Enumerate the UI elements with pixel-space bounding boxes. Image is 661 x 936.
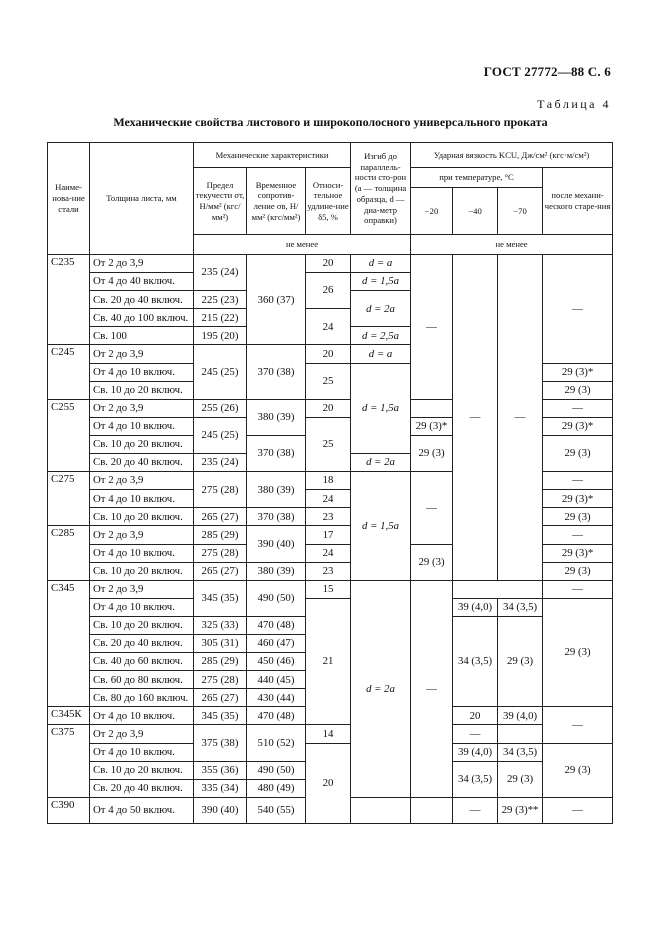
- elong-cell: 24: [306, 544, 351, 562]
- yield-cell: 285 (29): [194, 526, 247, 544]
- bend-cell: d = a: [351, 345, 411, 363]
- header-bend: Изгиб до параллель-ности сто-рон (a — толщина образца, d — диа-метр оправки): [351, 143, 411, 235]
- thickness-cell: Св. 80 до 160 включ.: [90, 689, 194, 707]
- thickness-cell: Св. 20 до 40 включ.: [90, 634, 194, 652]
- grade-cell: С275: [48, 472, 90, 526]
- header-t20: −20: [411, 188, 453, 235]
- impact-t70-cell: 29 (3): [498, 761, 543, 797]
- yield-cell: 245 (25): [194, 345, 247, 399]
- tensile-cell: 370 (38): [247, 345, 306, 399]
- impact-t40-cell: 39 (4,0): [453, 598, 498, 616]
- yield-cell: 275 (28): [194, 472, 247, 508]
- aging-cell: 29 (3): [543, 562, 613, 580]
- thickness-cell: Св. 10 до 20 включ.: [90, 761, 194, 779]
- elong-cell: 26: [306, 273, 351, 309]
- impact-t70-cell: 34 (3,5): [498, 598, 543, 616]
- elong-cell: 20: [306, 399, 351, 417]
- tensile-cell: 380 (39): [247, 562, 306, 580]
- aging-cell: —: [543, 255, 613, 364]
- thickness-cell: Св. 20 до 40 включ.: [90, 291, 194, 309]
- impact-t40-cell: 39 (4,0): [453, 743, 498, 761]
- header-grade: Наиме-нова-ние стали: [48, 143, 90, 255]
- yield-cell: 275 (28): [194, 671, 247, 689]
- tensile-cell: 440 (45): [247, 671, 306, 689]
- thickness-cell: От 2 до 3,9: [90, 580, 194, 598]
- header-t40: −40: [453, 188, 498, 235]
- yield-cell: 355 (36): [194, 761, 247, 779]
- bend-cell: d = 2a: [351, 580, 411, 797]
- thickness-cell: От 4 до 50 включ.: [90, 797, 194, 823]
- aging-cell: 29 (3): [543, 508, 613, 526]
- tensile-cell: 510 (52): [247, 725, 306, 761]
- tensile-cell: 370 (38): [247, 435, 306, 471]
- elong-cell: 24: [306, 309, 351, 345]
- bend-cell: d = 1,5a: [351, 273, 411, 291]
- bend-cell: d = 1,5a: [351, 472, 411, 581]
- impact-t20-cell: [411, 399, 453, 417]
- yield-cell: 225 (23): [194, 291, 247, 309]
- yield-cell: 265 (27): [194, 689, 247, 707]
- thickness-cell: Св. 10 до 20 включ.: [90, 562, 194, 580]
- yield-cell: 345 (35): [194, 580, 247, 616]
- impact-t20-cell: —: [411, 580, 453, 797]
- thickness-cell: От 4 до 10 включ.: [90, 417, 194, 435]
- header-impact: Ударная вязкость KCU, Дж/см² (кгс·м/см²): [411, 143, 613, 168]
- grade-cell: С345: [48, 580, 90, 707]
- tensile-cell: 380 (39): [247, 472, 306, 508]
- impact-t70-cell: 29 (3): [498, 616, 543, 706]
- tensile-cell: 380 (39): [247, 399, 306, 435]
- impact-t70-cell: 29 (3)**: [498, 797, 543, 823]
- yield-cell: 285 (29): [194, 653, 247, 671]
- thickness-cell: Св. 40 до 100 включ.: [90, 309, 194, 327]
- grade-cell: С285: [48, 526, 90, 580]
- yield-cell: 235 (24): [194, 255, 247, 291]
- tensile-cell: 480 (49): [247, 779, 306, 797]
- thickness-cell: Св. 10 до 20 включ.: [90, 508, 194, 526]
- thickness-cell: От 4 до 10 включ.: [90, 490, 194, 508]
- thickness-cell: Св. 20 до 40 включ.: [90, 454, 194, 472]
- thickness-cell: Св. 40 до 60 включ.: [90, 653, 194, 671]
- impact-t20-cell: 29 (3): [411, 544, 453, 580]
- table-label: Таблица 4: [537, 97, 611, 111]
- header-tensile: Временное сопротив-ление σв, Н/мм² (кгс/мм²): [247, 168, 306, 235]
- bend-cell: d = a: [351, 255, 411, 273]
- yield-cell: 195 (20): [194, 327, 247, 345]
- tensile-cell: 490 (50): [247, 761, 306, 779]
- header-not-less-impact: не менее: [411, 235, 613, 255]
- tensile-cell: 370 (38): [247, 508, 306, 526]
- elong-cell: 25: [306, 417, 351, 471]
- thickness-cell: От 2 до 3,9: [90, 526, 194, 544]
- impact-t40-cell: 34 (3,5): [453, 761, 498, 797]
- impact-t20-cell: —: [411, 472, 453, 544]
- elong-cell: 20: [306, 255, 351, 273]
- elong-cell: 24: [306, 490, 351, 508]
- aging-cell: 29 (3)*: [543, 363, 613, 381]
- bend-cell: d = 2a: [351, 454, 411, 472]
- thickness-cell: От 4 до 10 включ.: [90, 598, 194, 616]
- elong-cell: 25: [306, 363, 351, 399]
- thickness-cell: От 2 до 3,9: [90, 399, 194, 417]
- header-elong: Относи-тельное удлине-ние δ5, %: [306, 168, 351, 235]
- tensile-cell: 470 (48): [247, 616, 306, 634]
- grade-cell: С345К: [48, 707, 90, 725]
- aging-cell: 29 (3)*: [543, 544, 613, 562]
- elong-cell: 20: [306, 345, 351, 363]
- aging-cell: —: [543, 472, 613, 490]
- yield-cell: 375 (38): [194, 725, 247, 761]
- header-after-aging: после механи-ческого старе-ния: [543, 168, 613, 235]
- yield-cell: 345 (35): [194, 707, 247, 725]
- bend-cell: d = 2,5a: [351, 327, 411, 345]
- table-row: [48, 743, 613, 761]
- mechanical-properties-table: [47, 142, 613, 824]
- elong-cell: 23: [306, 508, 351, 526]
- grade-cell: С390: [48, 797, 90, 823]
- table-row: [48, 598, 613, 616]
- page-header: ГОСТ 27772—88 С. 6: [483, 64, 611, 79]
- header-at-temp: при температуре, °С: [411, 168, 543, 188]
- elong-cell: 21: [306, 598, 351, 725]
- aging-cell: —: [543, 797, 613, 823]
- table-row: [48, 580, 613, 598]
- table-row: [48, 255, 613, 273]
- bend-cell: [351, 797, 411, 823]
- yield-cell: 390 (40): [194, 797, 247, 823]
- header-t70: −70: [498, 188, 543, 235]
- impact-t20-cell: [411, 797, 453, 823]
- impact-t70-cell: —: [498, 255, 543, 581]
- impact-t70-cell: 34 (3,5): [498, 743, 543, 761]
- aging-cell: —: [543, 526, 613, 544]
- grade-cell: С245: [48, 345, 90, 399]
- tensile-cell: 450 (46): [247, 653, 306, 671]
- elong-cell: 18: [306, 472, 351, 490]
- header-not-less-mech: не менее: [194, 235, 411, 255]
- yield-cell: 305 (31): [194, 634, 247, 652]
- thickness-cell: От 4 до 10 включ.: [90, 544, 194, 562]
- bend-cell: d = 2a: [351, 291, 411, 327]
- thickness-cell: От 4 до 40 включ.: [90, 273, 194, 291]
- bend-cell: d = 1,5a: [351, 363, 411, 453]
- header-thickness: Толщина листа, мм: [90, 143, 194, 255]
- thickness-cell: Св. 60 до 80 включ.: [90, 671, 194, 689]
- elong-cell: 23: [306, 562, 351, 580]
- thickness-cell: Св. 10 до 20 включ.: [90, 616, 194, 634]
- impact-t20-cell: —: [411, 255, 453, 400]
- tensile-cell: 490 (50): [247, 580, 306, 616]
- aging-cell: 29 (3): [543, 435, 613, 471]
- thickness-cell: От 4 до 10 включ.: [90, 707, 194, 725]
- tensile-cell: 460 (47): [247, 634, 306, 652]
- impact-t40-cell: 34 (3,5): [453, 616, 498, 706]
- header-yield: Предел текучести σт, Н/мм² (кгс/мм²): [194, 168, 247, 235]
- tensile-cell: 430 (44): [247, 689, 306, 707]
- aging-cell: 29 (3): [543, 381, 613, 399]
- thickness-cell: От 4 до 10 включ.: [90, 363, 194, 381]
- thickness-cell: Св. 10 до 20 включ.: [90, 435, 194, 453]
- yield-cell: 325 (33): [194, 616, 247, 634]
- aging-cell: 29 (3): [543, 598, 613, 707]
- header-mech: Механические характеристики: [194, 143, 351, 168]
- elong-cell: 14: [306, 725, 351, 743]
- aging-cell: 29 (3)*: [543, 417, 613, 435]
- thickness-cell: Св. 100: [90, 327, 194, 345]
- aging-cell: —: [543, 399, 613, 417]
- tensile-cell: 390 (40): [247, 526, 306, 562]
- yield-cell: 255 (26): [194, 399, 247, 417]
- impact-t20-cell: 29 (3): [411, 435, 453, 471]
- thickness-cell: Св. 20 до 40 включ.: [90, 779, 194, 797]
- yield-cell: 265 (27): [194, 562, 247, 580]
- tensile-cell: 540 (55): [247, 797, 306, 823]
- aging-cell: —: [543, 580, 613, 598]
- tensile-cell: 470 (48): [247, 707, 306, 725]
- grade-cell: С235: [48, 255, 90, 345]
- impact-t40-cell: —: [453, 797, 498, 823]
- thickness-cell: От 2 до 3,9: [90, 725, 194, 743]
- grade-cell: С375: [48, 725, 90, 797]
- yield-cell: 335 (34): [194, 779, 247, 797]
- thickness-cell: От 2 до 3,9: [90, 345, 194, 363]
- thickness-cell: От 4 до 10 включ.: [90, 743, 194, 761]
- impact-t40-cell: —: [453, 255, 498, 581]
- tensile-cell: 360 (37): [247, 255, 306, 345]
- aging-cell: 29 (3)*: [543, 490, 613, 508]
- impact-t40-cell: —: [453, 725, 498, 743]
- aging-cell: 29 (3): [543, 743, 613, 797]
- grade-cell: С255: [48, 399, 90, 471]
- thickness-cell: От 2 до 3,9: [90, 472, 194, 490]
- table-row: [48, 725, 613, 743]
- elong-cell: 17: [306, 526, 351, 544]
- thickness-cell: Св. 10 до 20 включ.: [90, 381, 194, 399]
- impact-empty-cell: [453, 580, 543, 598]
- yield-cell: 275 (28): [194, 544, 247, 562]
- yield-cell: 235 (24): [194, 454, 247, 472]
- elong-cell: 20: [306, 743, 351, 823]
- elong-cell: 20: [453, 707, 498, 725]
- impact-t70-cell: —: [543, 707, 613, 743]
- elong-cell: 15: [306, 580, 351, 598]
- yield-cell: 245 (25): [194, 417, 247, 453]
- yield-cell: 215 (22): [194, 309, 247, 327]
- impact-t20-cell: 29 (3)*: [411, 417, 453, 435]
- thickness-cell: От 2 до 3,9: [90, 255, 194, 273]
- impact-t40-cell: 39 (4,0): [498, 707, 543, 725]
- table-title: Механические свойства листового и широкополосного универсального проката: [113, 115, 548, 129]
- yield-cell: 265 (27): [194, 508, 247, 526]
